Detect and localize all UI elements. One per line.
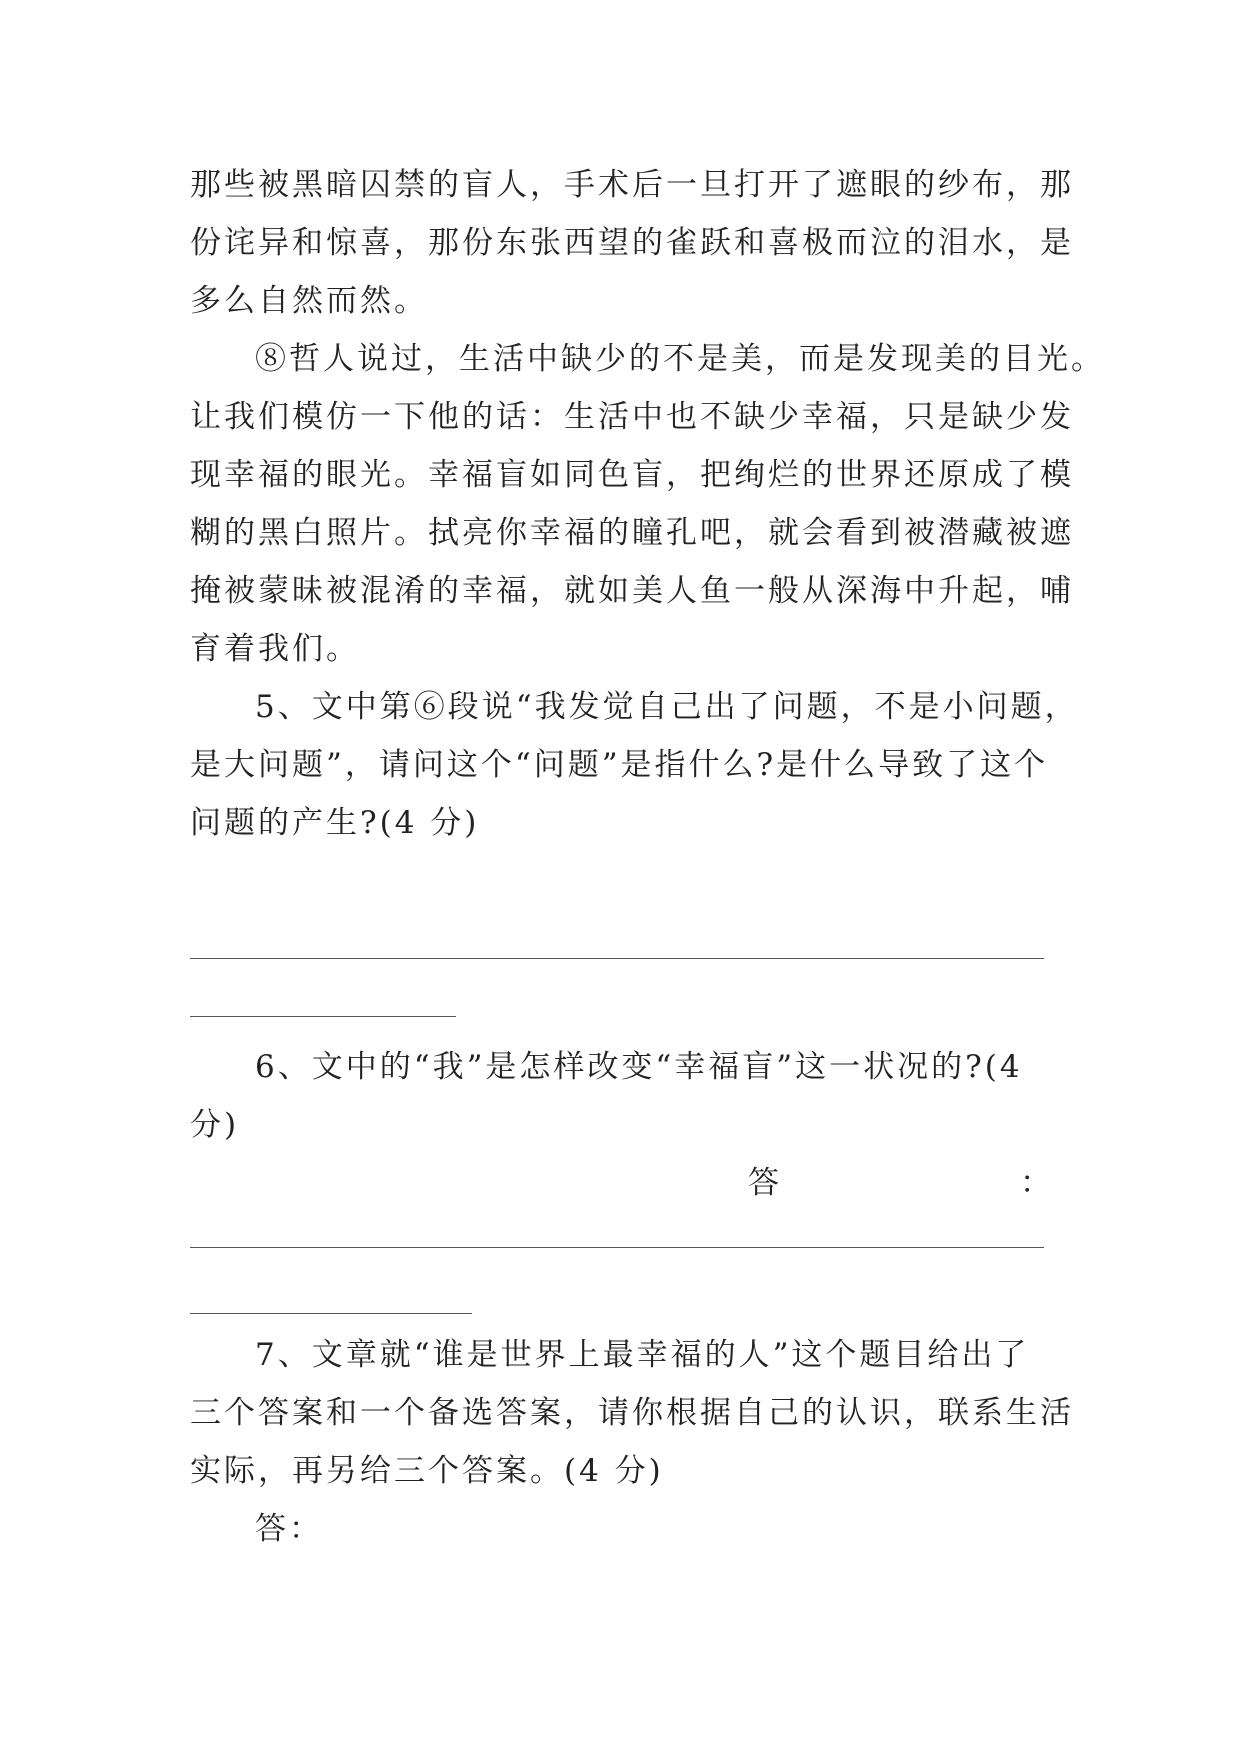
answer-blank-line[interactable] <box>190 1313 472 1314</box>
question-7-line: 7、文章就“谁是世界上最幸福的人”这个题目给出了 <box>255 1337 1030 1373</box>
paragraph-line: 掩被蒙昧被混淆的幸福，就如美人鱼一般从深海中升起，哺 <box>190 573 1074 609</box>
paragraph-line: 那些被黑暗囚禁的盲人，手术后一旦打开了遮眼的纱布，那 <box>190 167 1074 203</box>
question-7-line: 三个答案和一个备选答案，请你根据自己的认识，联系生活 <box>190 1395 1074 1431</box>
paragraph-line: 糊的黑白照片。拭亮你幸福的瞳孔吧，就会看到被潜藏被遮 <box>190 515 1074 551</box>
paragraph-line: 让我们模仿一下他的话：生活中也不缺少幸福，只是缺少发 <box>190 399 1074 435</box>
question-5-line: 是大问题”，请问这个“问题”是指什么?是什么导致了这个 <box>190 747 1049 783</box>
paragraph-line: 现幸福的眼光。幸福盲如同色盲，把绚烂的世界还原成了模 <box>190 457 1074 493</box>
answer-blank-line[interactable] <box>190 1247 1044 1248</box>
question-6-line: 分) <box>190 1107 240 1143</box>
paragraph-line: 育着我们。 <box>190 631 360 667</box>
answer-blank-line[interactable] <box>190 1016 456 1017</box>
question-5-line: 5、文中第⑥段说“我发觉自己出了问题，不是小问题， <box>255 689 1079 725</box>
question-6-line: 6、文中的“我”是怎样改变“幸福盲”这一状况的?(4 <box>255 1049 1023 1085</box>
answer-label: 答： <box>255 1511 323 1547</box>
paragraph-line: 多么自然而然。 <box>190 283 428 319</box>
question-7-line: 实际，再另给三个答案。(4 分) <box>190 1453 664 1489</box>
answer-label: 答 <box>748 1165 779 1201</box>
question-5-line: 问题的产生?(4 分) <box>190 805 480 841</box>
answer-blank-line[interactable] <box>190 958 1044 959</box>
paragraph-line: ⑧哲人说过，生活中缺少的不是美，而是发现美的目光。 <box>255 341 1105 377</box>
paragraph-line: 份诧异和惊喜，那份东张西望的雀跃和喜极而泣的泪水，是 <box>190 225 1074 261</box>
answer-colon: ： <box>1020 1165 1051 1201</box>
